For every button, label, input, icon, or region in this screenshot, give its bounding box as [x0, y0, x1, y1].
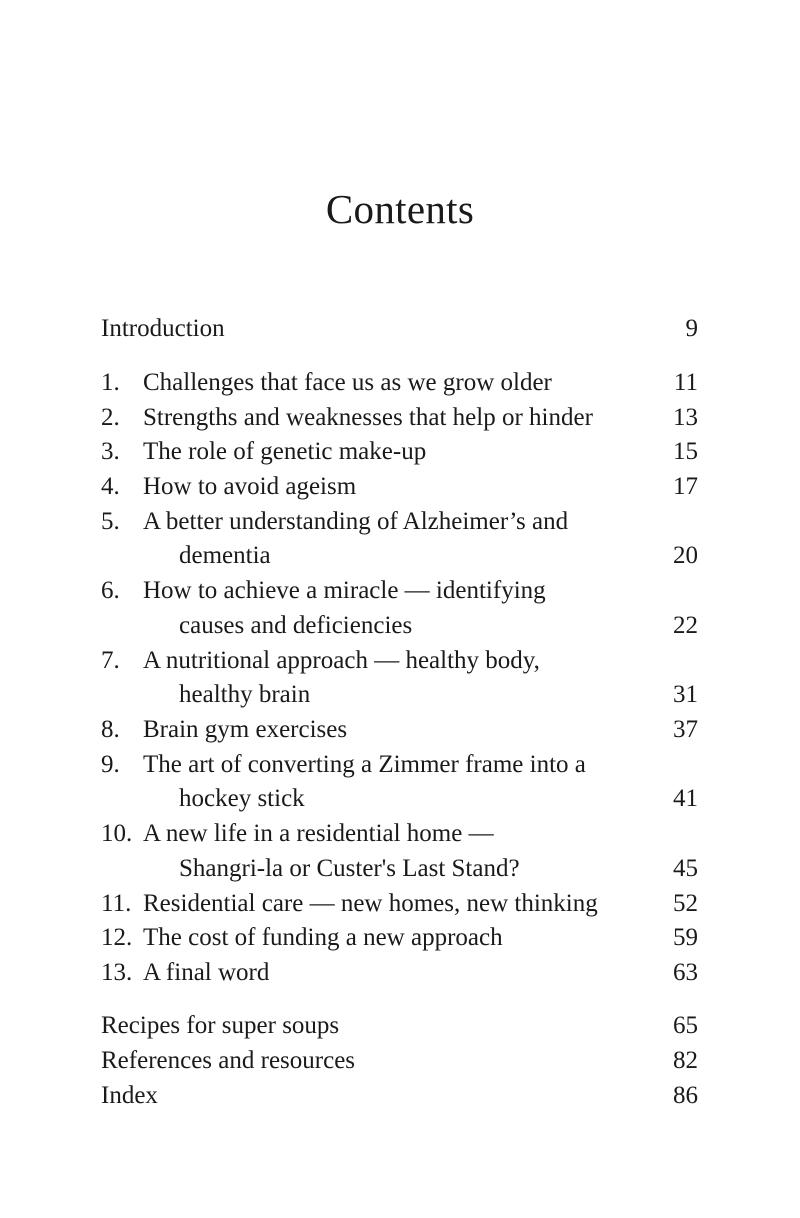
toc-entry-label: Introduction	[101, 315, 225, 342]
toc-page-number: 13	[673, 404, 698, 431]
toc-page-number: 15	[673, 438, 698, 465]
chapter-title: A new life in a residential home —	[143, 820, 494, 847]
chapter-number: 7.	[101, 647, 120, 674]
toc-entry-chapter-5[interactable]	[101, 504, 698, 539]
toc-entry-chapter-10-continued[interactable]	[101, 851, 698, 886]
toc-page-number: 52	[673, 890, 698, 917]
toc-page-number: 31	[673, 681, 698, 708]
chapter-title: The cost of funding a new approach	[143, 924, 503, 951]
chapter-number: 10.	[101, 820, 133, 847]
toc-page-number: 41	[673, 785, 698, 812]
toc-page-number: 82	[673, 1047, 698, 1074]
chapter-number: 12.	[101, 924, 133, 951]
toc-entry-chapter-9[interactable]	[101, 747, 698, 782]
toc-entry-chapter-7[interactable]	[101, 643, 698, 678]
toc-entry-index[interactable]	[101, 1078, 698, 1113]
chapter-number: 4.	[101, 473, 120, 500]
chapter-number: 13.	[101, 959, 133, 986]
toc-entry-chapter-3[interactable]	[101, 434, 698, 469]
chapter-title: A better understanding of Alzheimer’s and	[143, 508, 569, 535]
toc-entry-chapter-9-continued[interactable]	[101, 781, 698, 816]
chapter-title: Residential care — new homes, new thinking	[143, 890, 598, 917]
toc-page-number: 59	[673, 924, 698, 951]
chapter-title: A final word	[143, 959, 270, 986]
toc-entry-label: References and resources	[101, 1047, 356, 1074]
chapter-title-continued: healthy brain	[179, 681, 311, 708]
toc-entry-chapter-10[interactable]	[101, 816, 698, 851]
chapter-title-continued: Shangri-la or Custer's Last Stand?	[179, 855, 520, 882]
chapter-title: How to achieve a miracle — identifying	[143, 577, 546, 604]
toc-page-number: 9	[685, 315, 698, 342]
toc-page-number: 17	[673, 473, 698, 500]
toc-entry-references[interactable]	[101, 1043, 698, 1078]
toc-entry-chapter-6[interactable]	[101, 573, 698, 608]
toc-page-number: 65	[673, 1012, 698, 1039]
toc-entry-chapter-1[interactable]	[101, 365, 698, 400]
chapter-title: Strengths and weaknesses that help or hinder	[143, 404, 593, 431]
toc-entry-label: Recipes for super soups	[101, 1012, 340, 1039]
chapter-number: 2.	[101, 404, 120, 431]
chapter-title: Brain gym exercises	[143, 716, 348, 743]
chapter-number: 9.	[101, 751, 120, 778]
toc-entry-chapter-4[interactable]	[101, 469, 698, 504]
toc-entry-chapter-8[interactable]	[101, 712, 698, 747]
chapter-number: 5.	[101, 508, 120, 535]
chapter-number: 6.	[101, 577, 120, 604]
chapter-title: The role of genetic make-up	[143, 438, 427, 465]
toc-page-number: 37	[673, 716, 698, 743]
chapter-title-continued: causes and deficiencies	[179, 612, 413, 639]
toc-page-number: 22	[673, 612, 698, 639]
chapter-title: Challenges that face us as we grow older	[143, 369, 552, 396]
toc-entry-recipes[interactable]	[101, 1008, 698, 1043]
chapter-number: 8.	[101, 716, 120, 743]
chapter-title-continued: dementia	[179, 542, 271, 569]
chapter-number: 11.	[101, 890, 132, 917]
chapter-number: 1.	[101, 369, 120, 396]
toc-entry-chapter-6-continued[interactable]	[101, 608, 698, 643]
chapter-title-continued: hockey stick	[179, 785, 305, 812]
chapter-title: A nutritional approach — healthy body,	[143, 647, 540, 674]
page-title: Contents	[325, 186, 475, 232]
toc-entry-chapter-2[interactable]	[101, 400, 698, 435]
toc-entry-chapter-11[interactable]	[101, 886, 698, 921]
toc-entry-introduction[interactable]	[101, 311, 698, 346]
toc-entry-chapter-7-continued[interactable]	[101, 677, 698, 712]
chapter-number: 3.	[101, 438, 120, 465]
toc-page-number: 63	[673, 959, 698, 986]
toc-page-number: 45	[673, 855, 698, 882]
chapter-title: How to avoid ageism	[143, 473, 357, 500]
toc-entry-label: Index	[101, 1082, 158, 1109]
toc-entry-chapter-13[interactable]	[101, 955, 698, 990]
toc-entry-chapter-12[interactable]	[101, 920, 698, 955]
toc-entry-chapter-5-continued[interactable]	[101, 538, 698, 573]
toc-page-number: 11	[673, 369, 698, 396]
toc-page-number: 20	[673, 542, 698, 569]
chapter-title: The art of converting a Zimmer frame into a	[143, 751, 586, 778]
toc-page-number: 86	[673, 1082, 698, 1109]
